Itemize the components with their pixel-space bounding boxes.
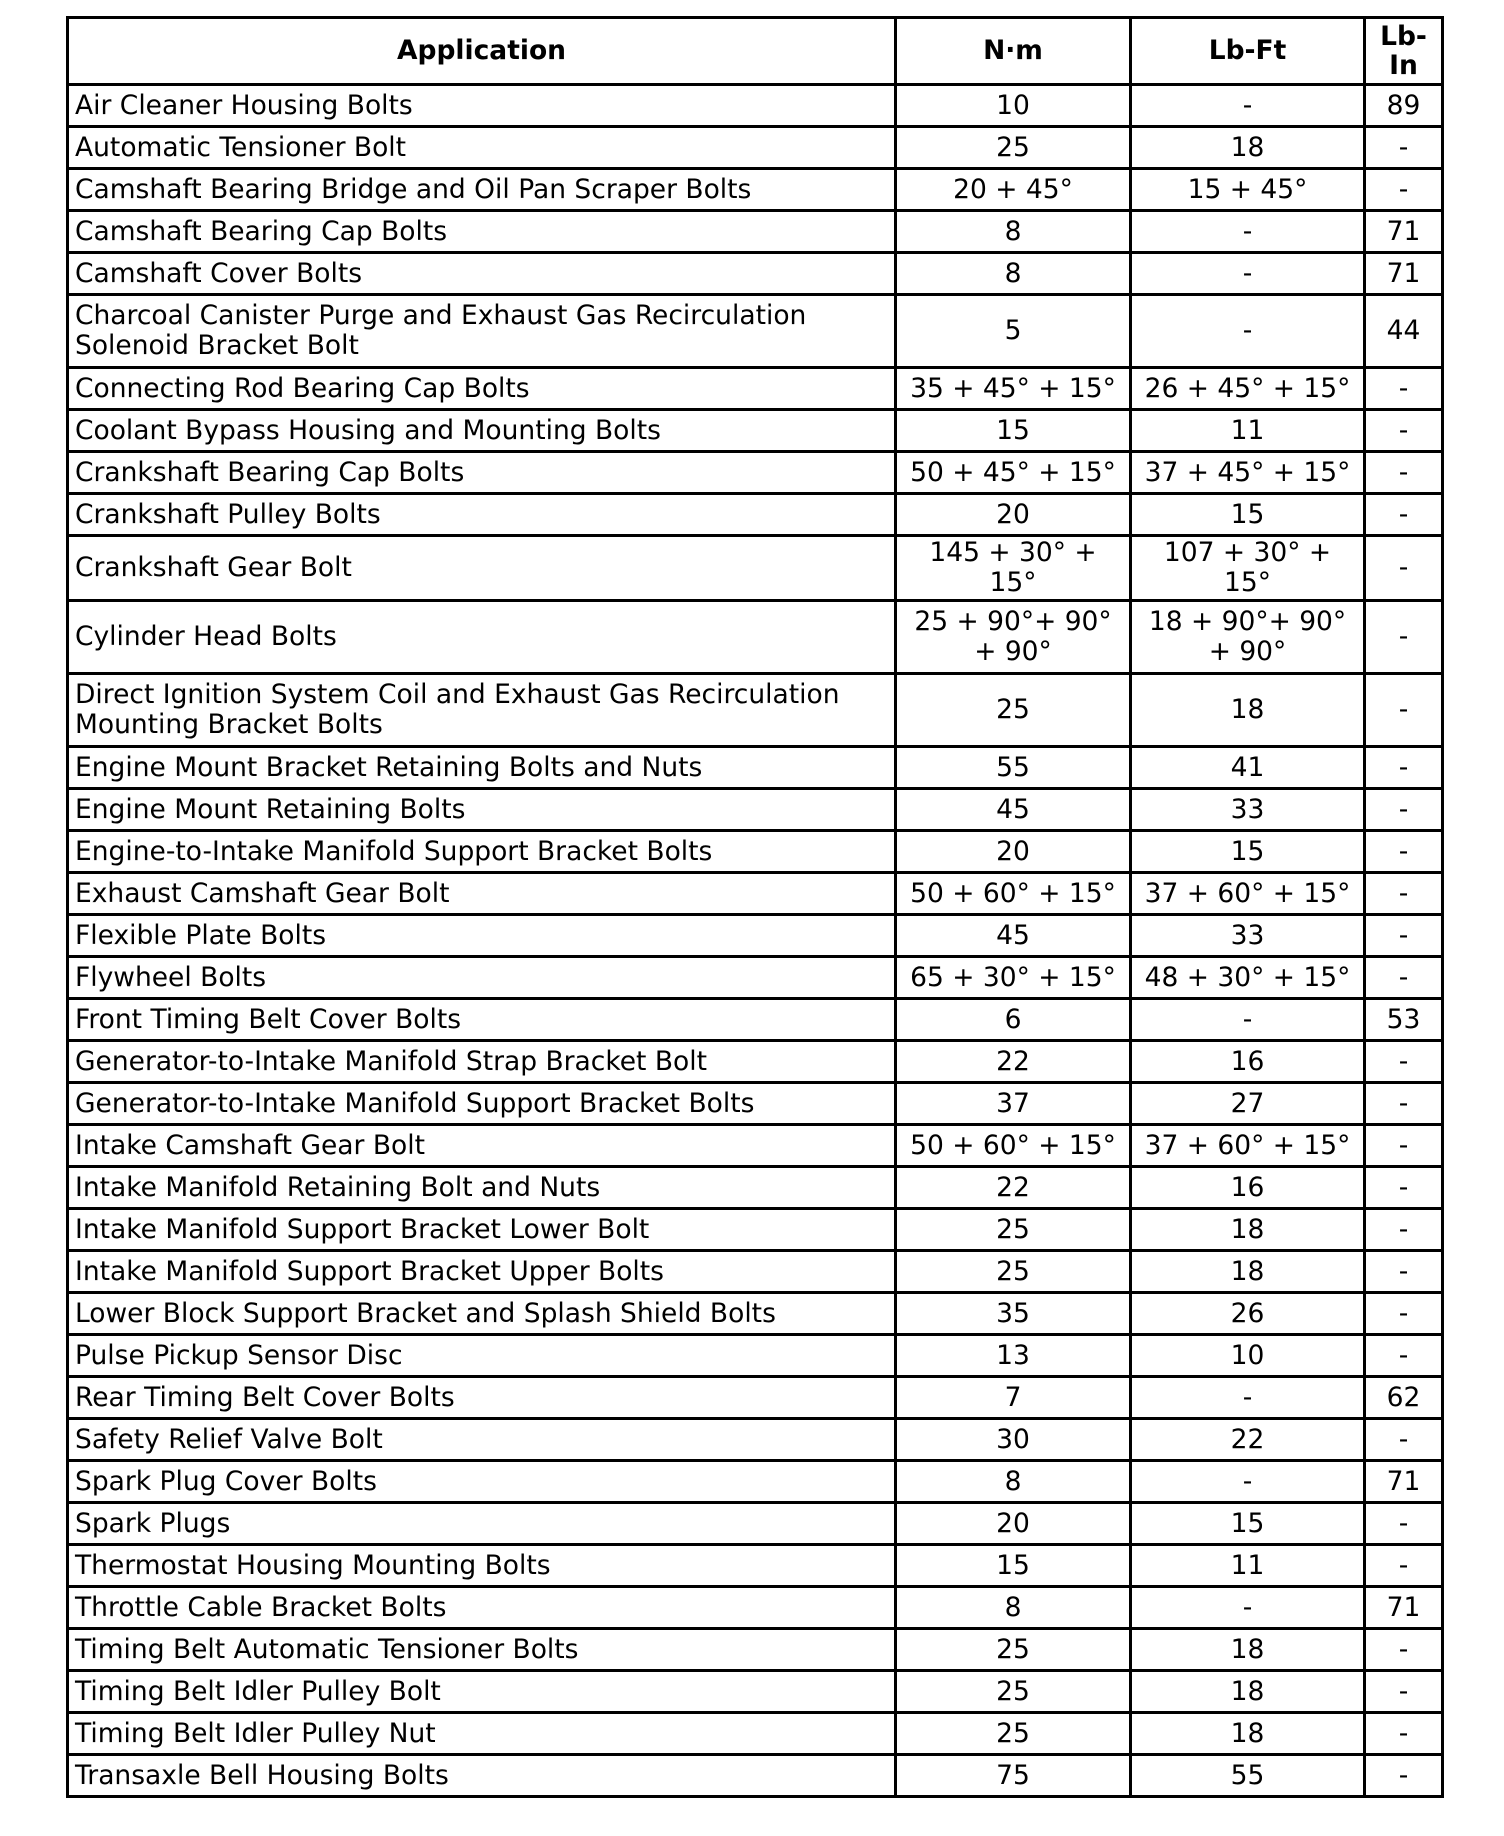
cell-lbft: 15 — [1131, 1503, 1365, 1545]
cell-lbft: 26 — [1131, 1293, 1365, 1335]
cell-lbft: - — [1131, 211, 1365, 253]
cell-nm: 45 — [896, 915, 1131, 957]
cell-nm: 25 + 90°+ 90° + 90° — [896, 601, 1131, 674]
cell-lbft: 37 + 45° + 15° — [1131, 452, 1365, 494]
table-row — [68, 1209, 1443, 1251]
table-row — [68, 601, 1443, 674]
table-row — [68, 169, 1443, 211]
cell-lbft: 18 — [1131, 1671, 1365, 1713]
cell-lbft: - — [1131, 253, 1365, 295]
cell-lbft: - — [1131, 999, 1365, 1041]
cell-lbin: - — [1365, 127, 1443, 169]
cell-lbin: - — [1365, 410, 1443, 452]
cell-lbft: 18 — [1131, 1251, 1365, 1293]
cell-nm: 25 — [896, 1251, 1131, 1293]
cell-lbin: 53 — [1365, 999, 1443, 1041]
table-row — [68, 1293, 1443, 1335]
table-row — [68, 295, 1443, 368]
cell-lbin: 71 — [1365, 253, 1443, 295]
table-row — [68, 410, 1443, 452]
table-row — [68, 211, 1443, 253]
cell-application: Engine Mount Retaining Bolts — [68, 789, 896, 831]
header-lbin: Lb-In — [1365, 18, 1443, 85]
cell-nm: 7 — [896, 1377, 1131, 1419]
table-row — [68, 1671, 1443, 1713]
cell-nm: 22 — [896, 1041, 1131, 1083]
cell-lbft: 55 — [1131, 1755, 1365, 1797]
cell-nm: 50 + 60° + 15° — [896, 1125, 1131, 1167]
table-row — [68, 1083, 1443, 1125]
cell-lbin: - — [1365, 1209, 1443, 1251]
cell-lbin: - — [1365, 1083, 1443, 1125]
cell-application: Pulse Pickup Sensor Disc — [68, 1335, 896, 1377]
cell-application: Engine-to-Intake Manifold Support Bracket Bolts — [68, 831, 896, 873]
cell-application: Exhaust Camshaft Gear Bolt — [68, 873, 896, 915]
cell-lbft: 22 — [1131, 1419, 1365, 1461]
cell-application: Timing Belt Idler Pulley Nut — [68, 1713, 896, 1755]
cell-application: Safety Relief Valve Bolt — [68, 1419, 896, 1461]
cell-nm: 37 — [896, 1083, 1131, 1125]
cell-application: Thermostat Housing Mounting Bolts — [68, 1545, 896, 1587]
table-body — [68, 85, 1443, 1797]
cell-application: Generator-to-Intake Manifold Strap Bracket Bolt — [68, 1041, 896, 1083]
cell-application: Transaxle Bell Housing Bolts — [68, 1755, 896, 1797]
cell-application: Intake Manifold Retaining Bolt and Nuts — [68, 1167, 896, 1209]
cell-application: Camshaft Bearing Bridge and Oil Pan Scraper Bolts — [68, 169, 896, 211]
cell-lbin: - — [1365, 1671, 1443, 1713]
cell-nm: 20 — [896, 494, 1131, 536]
table-row — [68, 1755, 1443, 1797]
cell-lbft: 18 + 90°+ 90° + 90° — [1131, 601, 1365, 674]
header-row — [68, 18, 1443, 85]
cell-lbft: 10 — [1131, 1335, 1365, 1377]
cell-lbft: - — [1131, 85, 1365, 127]
cell-lbin: - — [1365, 789, 1443, 831]
cell-application: Charcoal Canister Purge and Exhaust Gas Recirculation Solenoid Bracket Bolt — [68, 295, 896, 368]
header-lbft: Lb-Ft — [1131, 18, 1365, 85]
cell-lbin: - — [1365, 1335, 1443, 1377]
table-row — [68, 1251, 1443, 1293]
cell-application: Automatic Tensioner Bolt — [68, 127, 896, 169]
cell-lbin: - — [1365, 1041, 1443, 1083]
cell-lbft: 11 — [1131, 1545, 1365, 1587]
cell-nm: 65 + 30° + 15° — [896, 957, 1131, 999]
cell-application: Intake Camshaft Gear Bolt — [68, 1125, 896, 1167]
header-nm: N·m — [896, 18, 1131, 85]
cell-lbft: - — [1131, 1461, 1365, 1503]
table-row — [68, 127, 1443, 169]
table-row — [68, 494, 1443, 536]
table-row — [68, 1377, 1443, 1419]
cell-lbft: 15 — [1131, 831, 1365, 873]
cell-application: Rear Timing Belt Cover Bolts — [68, 1377, 896, 1419]
table-row — [68, 999, 1443, 1041]
cell-lbft: 18 — [1131, 1209, 1365, 1251]
cell-lbft: 16 — [1131, 1041, 1365, 1083]
table-row — [68, 85, 1443, 127]
cell-lbin: 71 — [1365, 1587, 1443, 1629]
cell-lbin: - — [1365, 831, 1443, 873]
cell-lbin: - — [1365, 536, 1443, 601]
cell-lbft: - — [1131, 1377, 1365, 1419]
cell-lbin: - — [1365, 494, 1443, 536]
table-row — [68, 1419, 1443, 1461]
cell-lbft: 18 — [1131, 1629, 1365, 1671]
cell-lbin: - — [1365, 674, 1443, 747]
cell-nm: 20 + 45° — [896, 169, 1131, 211]
cell-lbin: - — [1365, 915, 1443, 957]
cell-nm: 8 — [896, 211, 1131, 253]
cell-application: Timing Belt Idler Pulley Bolt — [68, 1671, 896, 1713]
cell-nm: 20 — [896, 831, 1131, 873]
table-row — [68, 873, 1443, 915]
cell-nm: 8 — [896, 253, 1131, 295]
cell-lbft: 33 — [1131, 915, 1365, 957]
cell-application: Cylinder Head Bolts — [68, 601, 896, 674]
cell-nm: 25 — [896, 1629, 1131, 1671]
cell-application: Connecting Rod Bearing Cap Bolts — [68, 368, 896, 410]
cell-lbft: 48 + 30° + 15° — [1131, 957, 1365, 999]
cell-nm: 10 — [896, 85, 1131, 127]
table-row — [68, 536, 1443, 601]
cell-nm: 6 — [896, 999, 1131, 1041]
cell-lbft: 107 + 30° + 15° — [1131, 536, 1365, 601]
cell-lbin: - — [1365, 1755, 1443, 1797]
table-row — [68, 1335, 1443, 1377]
cell-lbin: - — [1365, 1293, 1443, 1335]
cell-nm: 25 — [896, 674, 1131, 747]
cell-application: Spark Plug Cover Bolts — [68, 1461, 896, 1503]
cell-lbin: - — [1365, 368, 1443, 410]
cell-lbft: 27 — [1131, 1083, 1365, 1125]
cell-nm: 13 — [896, 1335, 1131, 1377]
cell-nm: 25 — [896, 1713, 1131, 1755]
cell-lbin: - — [1365, 1419, 1443, 1461]
table-row — [68, 1545, 1443, 1587]
table-row — [68, 1041, 1443, 1083]
cell-lbin: 71 — [1365, 211, 1443, 253]
table-row — [68, 831, 1443, 873]
cell-nm: 50 + 60° + 15° — [896, 873, 1131, 915]
cell-nm: 25 — [896, 127, 1131, 169]
cell-lbft: 18 — [1131, 1713, 1365, 1755]
cell-application: Flywheel Bolts — [68, 957, 896, 999]
cell-nm: 35 — [896, 1293, 1131, 1335]
cell-lbft: 26 + 45° + 15° — [1131, 368, 1365, 410]
table-row — [68, 452, 1443, 494]
table-row — [68, 747, 1443, 789]
cell-lbin: - — [1365, 1713, 1443, 1755]
cell-lbin: - — [1365, 957, 1443, 999]
cell-nm: 25 — [896, 1209, 1131, 1251]
cell-nm: 75 — [896, 1755, 1131, 1797]
cell-lbin: - — [1365, 1125, 1443, 1167]
table-row — [68, 1713, 1443, 1755]
cell-lbft: 41 — [1131, 747, 1365, 789]
cell-lbft: 11 — [1131, 410, 1365, 452]
cell-application: Crankshaft Pulley Bolts — [68, 494, 896, 536]
table-row — [68, 789, 1443, 831]
cell-nm: 50 + 45° + 15° — [896, 452, 1131, 494]
table-row — [68, 1167, 1443, 1209]
cell-application: Generator-to-Intake Manifold Support Bracket Bolts — [68, 1083, 896, 1125]
cell-application: Intake Manifold Support Bracket Upper Bolts — [68, 1251, 896, 1293]
cell-application: Flexible Plate Bolts — [68, 915, 896, 957]
torque-specification-table — [66, 16, 1444, 1798]
cell-application: Air Cleaner Housing Bolts — [68, 85, 896, 127]
table-row — [68, 1125, 1443, 1167]
cell-application: Engine Mount Bracket Retaining Bolts and Nuts — [68, 747, 896, 789]
cell-application: Direct Ignition System Coil and Exhaust Gas Recirculation Mounting Bracket Bolts — [68, 674, 896, 747]
table-row — [68, 1503, 1443, 1545]
cell-lbin: 44 — [1365, 295, 1443, 368]
cell-application: Intake Manifold Support Bracket Lower Bolt — [68, 1209, 896, 1251]
cell-lbin: - — [1365, 747, 1443, 789]
cell-application: Coolant Bypass Housing and Mounting Bolts — [68, 410, 896, 452]
cell-application: Crankshaft Gear Bolt — [68, 536, 896, 601]
cell-lbin: - — [1365, 1167, 1443, 1209]
cell-lbin: - — [1365, 1251, 1443, 1293]
cell-application: Crankshaft Bearing Cap Bolts — [68, 452, 896, 494]
cell-lbft: 37 + 60° + 15° — [1131, 1125, 1365, 1167]
cell-lbin: - — [1365, 1629, 1443, 1671]
cell-lbft: 15 + 45° — [1131, 169, 1365, 211]
cell-nm: 45 — [896, 789, 1131, 831]
cell-application: Camshaft Cover Bolts — [68, 253, 896, 295]
cell-application: Throttle Cable Bracket Bolts — [68, 1587, 896, 1629]
table-row — [68, 1587, 1443, 1629]
cell-nm: 55 — [896, 747, 1131, 789]
cell-nm: 8 — [896, 1587, 1131, 1629]
cell-lbin: - — [1365, 1545, 1443, 1587]
cell-lbft: 18 — [1131, 674, 1365, 747]
cell-nm: 145 + 30° + 15° — [896, 536, 1131, 601]
cell-nm: 20 — [896, 1503, 1131, 1545]
cell-lbft: 16 — [1131, 1167, 1365, 1209]
cell-nm: 22 — [896, 1167, 1131, 1209]
cell-application: Timing Belt Automatic Tensioner Bolts — [68, 1629, 896, 1671]
table-row — [68, 674, 1443, 747]
cell-nm: 15 — [896, 410, 1131, 452]
cell-lbft: 33 — [1131, 789, 1365, 831]
cell-nm: 25 — [896, 1671, 1131, 1713]
cell-lbft: 15 — [1131, 494, 1365, 536]
cell-nm: 8 — [896, 1461, 1131, 1503]
cell-nm: 30 — [896, 1419, 1131, 1461]
cell-lbin: - — [1365, 169, 1443, 211]
cell-application: Lower Block Support Bracket and Splash Shield Bolts — [68, 1293, 896, 1335]
cell-lbin: - — [1365, 1503, 1443, 1545]
cell-application: Camshaft Bearing Cap Bolts — [68, 211, 896, 253]
table-row — [68, 957, 1443, 999]
cell-application: Spark Plugs — [68, 1503, 896, 1545]
cell-nm: 15 — [896, 1545, 1131, 1587]
cell-lbft: 37 + 60° + 15° — [1131, 873, 1365, 915]
cell-lbft: 18 — [1131, 127, 1365, 169]
cell-lbft: - — [1131, 295, 1365, 368]
table-row — [68, 1461, 1443, 1503]
table-row — [68, 253, 1443, 295]
cell-nm: 35 + 45° + 15° — [896, 368, 1131, 410]
table-row — [68, 1629, 1443, 1671]
cell-lbft: - — [1131, 1587, 1365, 1629]
cell-lbin: - — [1365, 452, 1443, 494]
cell-lbin: 62 — [1365, 1377, 1443, 1419]
header-application: Application — [68, 18, 896, 85]
cell-nm: 5 — [896, 295, 1131, 368]
table-row — [68, 915, 1443, 957]
table-row — [68, 368, 1443, 410]
cell-lbin: - — [1365, 873, 1443, 915]
cell-lbin: 89 — [1365, 85, 1443, 127]
cell-lbin: 71 — [1365, 1461, 1443, 1503]
cell-lbin: - — [1365, 601, 1443, 674]
cell-application: Front Timing Belt Cover Bolts — [68, 999, 896, 1041]
